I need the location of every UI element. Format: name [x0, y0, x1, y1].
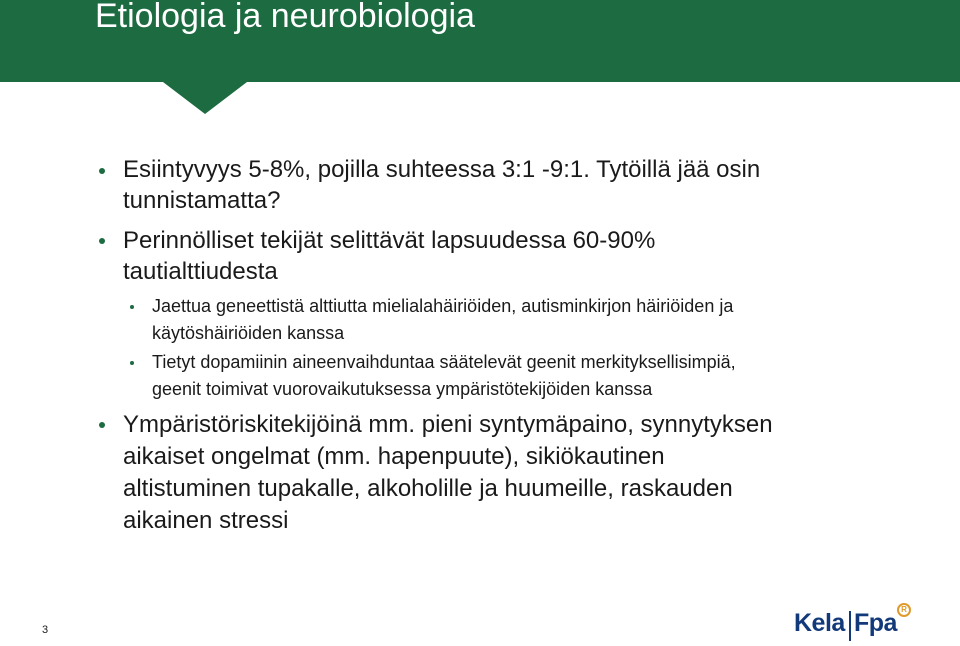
sub-bullet-marker — [130, 305, 134, 309]
bullet-line: Perinnölliset tekijät selittävät lapsuudessa 60-90% — [123, 227, 656, 254]
logo-text-fpa: Fpa — [854, 609, 897, 637]
page-number: 3 — [42, 624, 49, 636]
bullet-marker — [99, 238, 105, 244]
sub-bullet-marker — [130, 361, 134, 365]
bullet-line: tautialttiudesta — [123, 258, 278, 285]
sub-bullet-line: käytöshäiriöiden kanssa — [152, 323, 345, 343]
bullet-line: aikainen stressi — [123, 507, 289, 534]
bullet-line: Ympäristöriskitekijöinä mm. pieni syntymäpaino, synnytyksen — [123, 411, 773, 438]
bullet-line: tunnistamatta? — [123, 187, 281, 214]
logo-divider — [849, 611, 851, 641]
bullet-line: aikaiset ongelmat (mm. hapenpuute), sikiökautinen — [123, 443, 665, 470]
sub-bullet-line: Tietyt dopamiinin aineenvaihduntaa säätelevät geenit merkityksellisimpiä, — [152, 352, 736, 372]
bullet-line: Esiintyvyys 5-8%, pojilla suhteessa 3:1 -9:1. Tytöillä jää osin — [123, 156, 761, 183]
bullet-line: altistuminen tupakalle, alkoholille ja huumeille, raskauden — [123, 475, 733, 502]
kela-fpa-logo — [794, 603, 914, 643]
title-bar — [0, 0, 960, 82]
logo-text-kela: Kela — [794, 609, 845, 637]
logo-mark-icon: R — [897, 603, 911, 617]
sub-bullet-line: Jaettua geneettistä alttiutta mielialahäiriöiden, autisminkirjon häiriöiden ja — [152, 296, 734, 316]
slide-title: Etiologia ja neurobiologia — [95, 0, 475, 35]
bullet-marker — [99, 168, 105, 174]
bullet-marker — [99, 422, 105, 428]
sub-bullet-line: geenit toimivat vuorovaikutuksessa ympäristötekijöiden kanssa — [152, 379, 653, 399]
title-bar-notch — [163, 82, 247, 114]
